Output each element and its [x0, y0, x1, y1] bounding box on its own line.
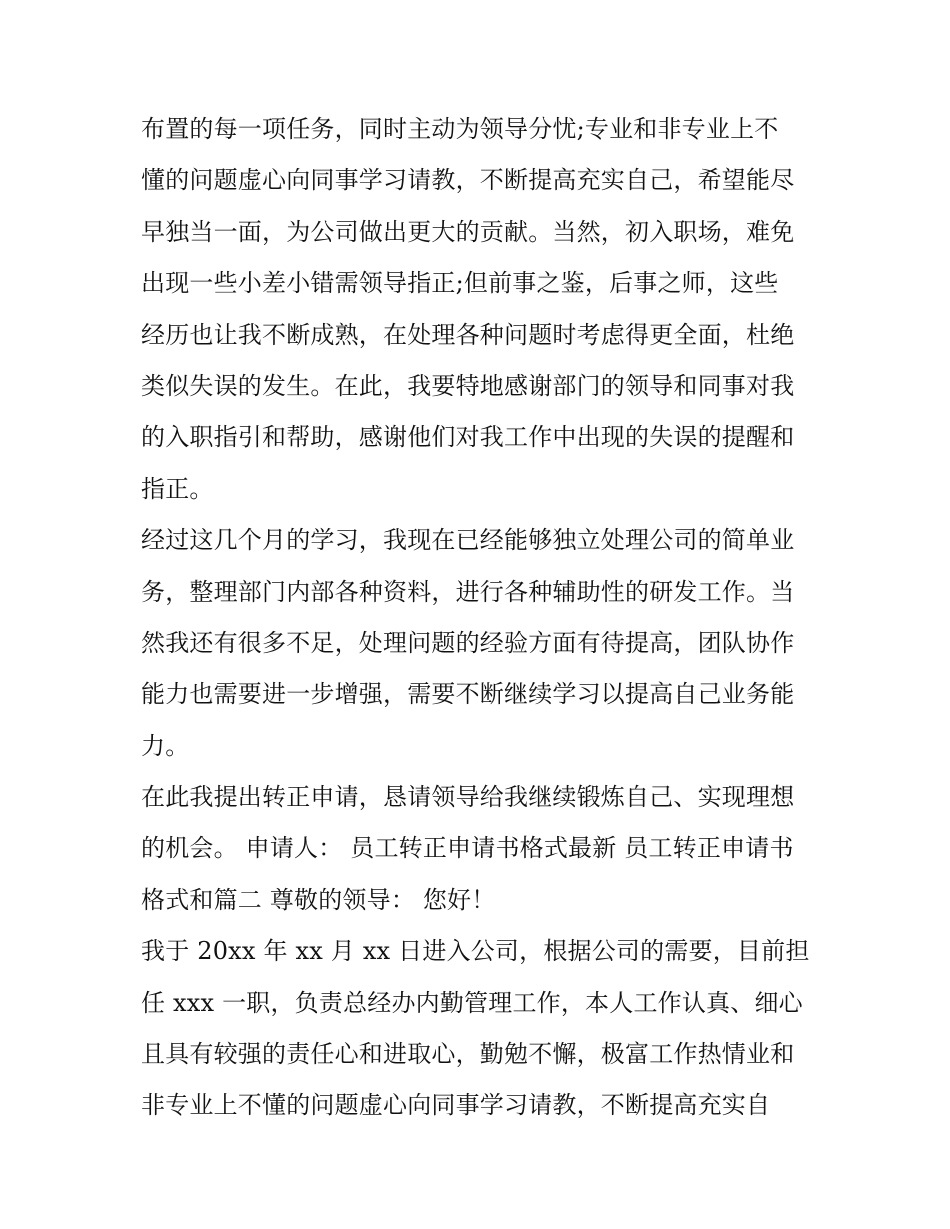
text-line: 且具有较强的责任心和进取心，勤勉不懈，极富工作热情业和	[141, 1040, 795, 1069]
text-line: 在此我提出转正申请，恳请领导给我继续锻炼自己、实现理想	[141, 783, 795, 812]
text-line: 我于 20xx 年 xx 月 xx 日进入公司，根据公司的需要，目前担	[141, 937, 810, 966]
text-line: 的机会。 申请人： 员工转正申请书格式最新 员工转正申请书	[141, 834, 794, 863]
text-line: 力。	[141, 731, 190, 760]
text-line: 务，整理部门内部各种资料，进行各种辅助性的研发工作。当	[141, 577, 795, 606]
text-line: 出现一些小差小错需领导指正;但前事之鉴，后事之师，这些	[141, 269, 779, 298]
text-line: 经历也让我不断成熟，在处理各种问题时考虑得更全面，杜绝	[141, 320, 795, 349]
text-line: 布置的每一项任务，同时主动为领导分忧;专业和非专业上不	[141, 115, 779, 143]
text-line: 类似失误的发生。在此，我要特地感谢部门的领导和同事对我	[141, 371, 795, 400]
text-line: 然我还有很多不足，处理问题的经验方面有待提高，团队协作	[141, 628, 795, 657]
text-line: 经过这几个月的学习，我现在已经能够独立处理公司的简单业	[141, 526, 795, 555]
text-line: 的入职指引和帮助，感谢他们对我工作中出现的失误的提醒和	[141, 423, 795, 452]
text-line: 任 xxx 一职，负责总经办内勤管理工作，本人工作认真、细心	[141, 988, 803, 1017]
text-line: 格式和篇二 尊敬的领导： 您好！	[141, 885, 496, 914]
document-body	[141, 104, 821, 1132]
text-line: 早独当一面，为公司做出更大的贡献。当然，初入职场，难免	[141, 217, 795, 246]
text-line: 懂的问题虚心向同事学习请教，不断提高充实自己，希望能尽	[141, 166, 795, 195]
text-line: 能力也需要进一步增强，需要不断继续学习以提高自己业务能	[141, 680, 795, 709]
text-line: 指正。	[141, 474, 214, 503]
text-line: 非专业上不懂的问题虚心向同事学习请教，不断提高充实自	[141, 1091, 771, 1120]
